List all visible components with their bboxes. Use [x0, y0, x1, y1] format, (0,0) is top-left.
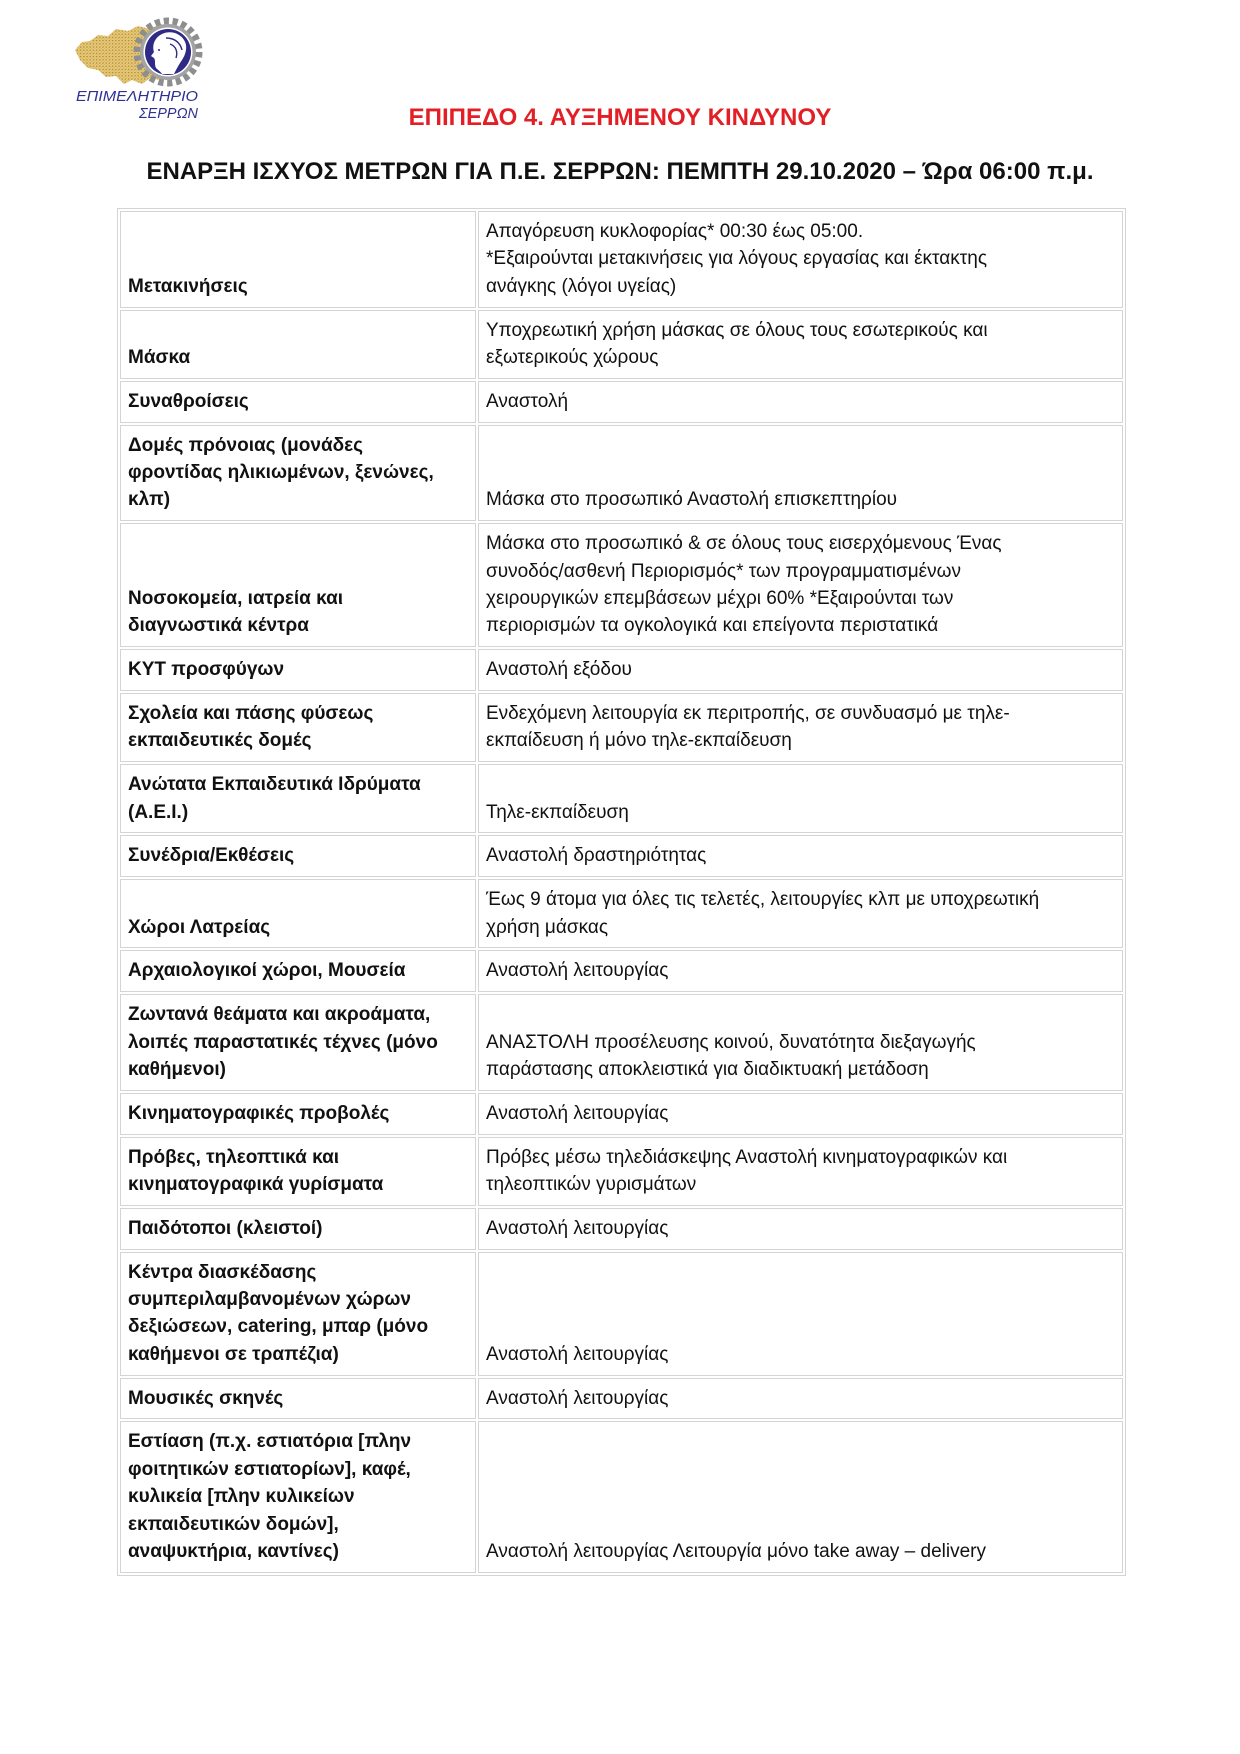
measure-category: Μάσκα — [120, 310, 476, 379]
measure-detail: Αναστολή λειτουργίας Λειτουργία μόνο take away – delivery — [478, 1421, 1123, 1572]
measure-category: Συναθροίσεις — [120, 381, 476, 423]
measure-row — [120, 211, 1123, 308]
measure-row — [120, 879, 1123, 948]
measure-category: Αρχαιολογικοί χώροι, Μουσεία — [120, 950, 476, 992]
measure-row — [120, 1378, 1123, 1420]
measure-category: Ανώτατα Εκπαιδευτικά Ιδρύματα (Α.Ε.Ι.) — [120, 764, 476, 833]
measures-table — [117, 208, 1126, 1576]
measure-row — [120, 764, 1123, 833]
risk-level-heading: ΕΠΙΠΕΔΟ 4. ΑΥΞΗΜΕΝΟΥ ΚΙΝΔΥΝΟΥ — [408, 104, 832, 131]
measure-category: Μετακινήσεις — [120, 211, 476, 308]
measure-detail: Τηλε-εκπαίδευση — [478, 764, 1123, 833]
measure-row — [120, 994, 1123, 1091]
measure-detail: Αναστολή λειτουργίας — [478, 1093, 1123, 1135]
measure-category: Μουσικές σκηνές — [120, 1378, 476, 1420]
measure-category: Σχολεία και πάσης φύσεως εκπαιδευτικές δομές — [120, 693, 476, 762]
measure-row — [120, 1208, 1123, 1250]
measure-detail: ΑΝΑΣΤΟΛΗ προσέλευσης κοινού, δυνατότητα διεξαγωγής παράστασης αποκλειστικά για διαδικτυακή μετάδοση — [478, 994, 1123, 1091]
measure-row — [120, 950, 1123, 992]
measure-row — [120, 310, 1123, 379]
measure-detail: Ενδεχόμενη λειτουργία εκ περιτροπής, σε συνδυασμό με τηλε- εκπαίδευση ή μόνο τηλε-εκπαίδευση — [478, 693, 1123, 762]
measure-detail: Αναστολή λειτουργίας — [478, 1252, 1123, 1376]
logo-text-line1: ΕΠΙΜΕΛΗΤΗΡΙΟ — [76, 88, 199, 105]
measure-detail: Πρόβες μέσω τηλεδιάσκεψης Αναστολή κινηματογραφικών και τηλεοπτικών γυρισμάτων — [478, 1137, 1123, 1206]
measure-detail: Απαγόρευση κυκλοφορίας* 00:30 έως 05:00. *Εξαιρούνται μετακινήσεις για λόγους εργασίας και έκτακτης ανάγκης (λόγοι υγείας) — [478, 211, 1123, 308]
measure-category: Δομές πρόνοιας (μονάδες φροντίδας ηλικιωμένων, ξενώνες, κλπ) — [120, 425, 476, 522]
logo-text-line2: ΣΕΡΡΩΝ — [138, 105, 199, 122]
measure-detail: Μάσκα στο προσωπικό Αναστολή επισκεπτηρίου — [478, 425, 1123, 522]
measure-row — [120, 1252, 1123, 1376]
measure-detail: Μάσκα στο προσωπικό & σε όλους τους εισερχόμενους Ένας συνοδός/ασθενή Περιορισμός* των προγραμματισμένων χειρουργικών επεμβάσεων μέχρι 60% *Εξαιρούνται των περιορισμών τα ογκολογικά και επείγοντα περιστατικά — [478, 523, 1123, 647]
measure-row — [120, 835, 1123, 877]
measures-start-heading: ΕΝΑΡΞΗ ΙΣΧΥΟΣ ΜΕΤΡΩΝ ΓΙΑ Π.Ε. ΣΕΡΡΩΝ: ΠΕΜΠΤΗ 29.10.2020 – Ώρα 06:00 π.μ. — [146, 158, 1094, 185]
measure-row — [120, 1137, 1123, 1206]
measure-detail: Αναστολή λειτουργίας — [478, 950, 1123, 992]
measure-row — [120, 523, 1123, 647]
measure-row — [120, 693, 1123, 762]
measure-detail: Αναστολή — [478, 381, 1123, 423]
measure-category: Νοσοκομεία, ιατρεία και διαγνωστικά κέντρα — [120, 523, 476, 647]
measure-category: Χώροι Λατρείας — [120, 879, 476, 948]
measure-detail: Έως 9 άτομα για όλες τις τελετές, λειτουργίες κλπ με υποχρεωτική χρήση μάσκας — [478, 879, 1123, 948]
measure-category: Πρόβες, τηλεοπτικά και κινηματογραφικά γυρίσματα — [120, 1137, 476, 1206]
measure-detail: Αναστολή λειτουργίας — [478, 1378, 1123, 1420]
measure-row — [120, 381, 1123, 423]
measure-category: Κέντρα διασκέδασης συμπεριλαμβανομένων χώρων δεξιώσεων, catering, μπαρ (μόνο καθήμενοι σε τραπέζια) — [120, 1252, 476, 1376]
measure-detail: Αναστολή λειτουργίας — [478, 1208, 1123, 1250]
measure-category: Συνέδρια/Εκθέσεις — [120, 835, 476, 877]
measure-category: Ζωντανά θεάματα και ακροάματα, λοιπές παραστατικές τέχνες (μόνο καθήμενοι) — [120, 994, 476, 1091]
measure-detail: Αναστολή δραστηριότητας — [478, 835, 1123, 877]
measure-row — [120, 425, 1123, 522]
measure-row — [120, 649, 1123, 691]
measure-category: Παιδότοποι (κλειστοί) — [120, 1208, 476, 1250]
measure-detail: Αναστολή εξόδου — [478, 649, 1123, 691]
measure-category: Εστίαση (π.χ. εστιατόρια [πλην φοιτητικών εστιατορίων], καφέ, κυλικεία [πλην κυλικείων εκπαιδευτικών δομών], αναψυκτήρια, καντίνες) — [120, 1421, 476, 1572]
measure-detail: Υποχρεωτική χρήση μάσκας σε όλους τους εσωτερικούς και εξωτερικούς χώρους — [478, 310, 1123, 379]
measure-row — [120, 1093, 1123, 1135]
measure-category: Κινηματογραφικές προβολές — [120, 1093, 476, 1135]
measure-category: ΚΥΤ προσφύγων — [120, 649, 476, 691]
measure-row — [120, 1421, 1123, 1572]
